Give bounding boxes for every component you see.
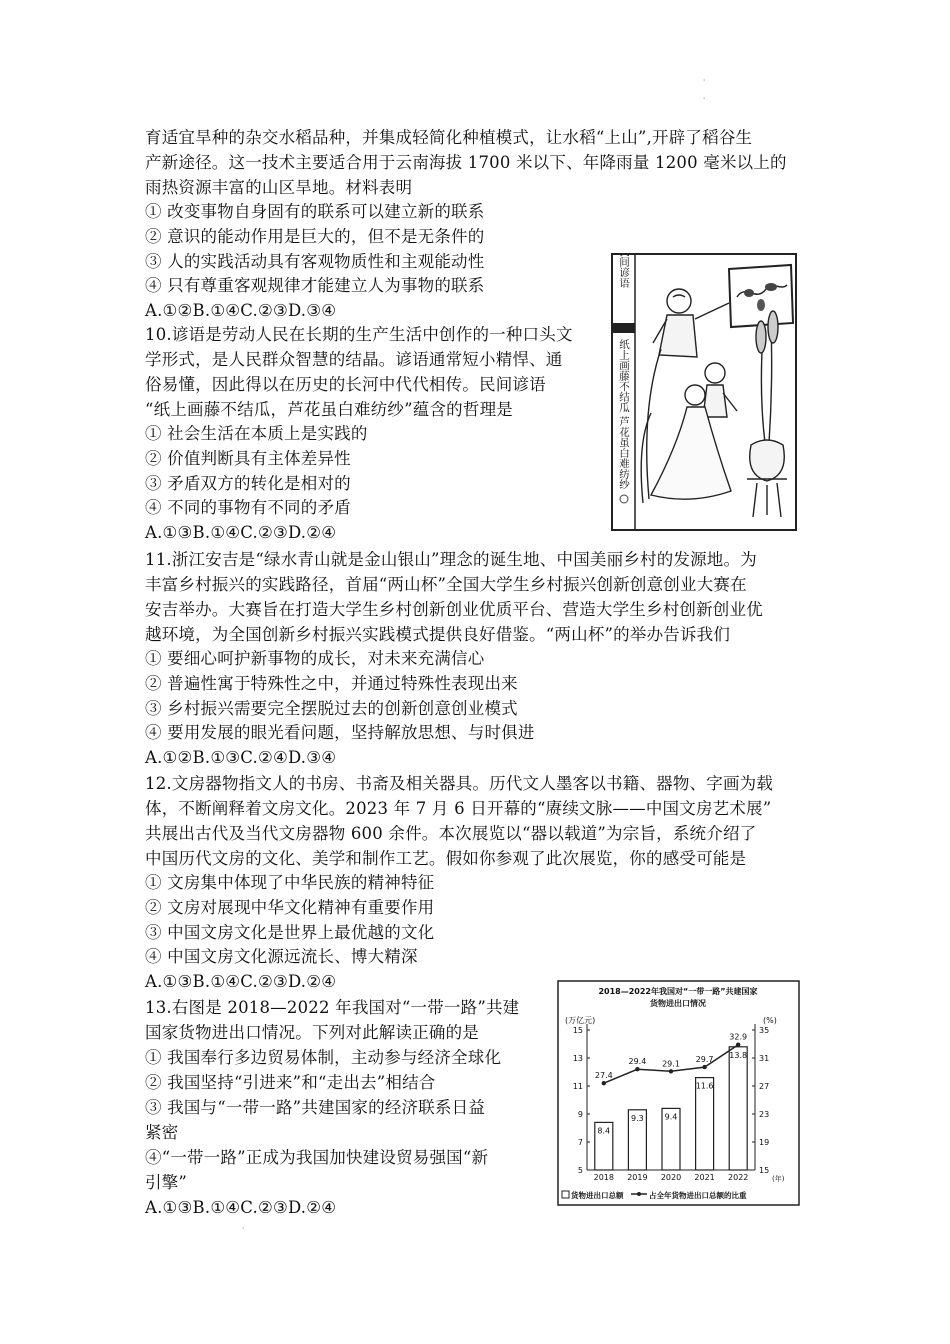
- q11-option: ④ 要用发展的眼光看问题，坚持解放思想、与时俱进: [145, 723, 535, 742]
- y-right-tick-label: 15: [759, 1166, 770, 1175]
- q12-text: 共展出古代及当代文房器物 600 余件。本次展览以“器以载道”为宗旨，系统介绍了: [145, 824, 757, 843]
- y-right-tick-label: 23: [759, 1110, 770, 1119]
- line-point: [635, 1067, 639, 1071]
- vine-painting: [729, 265, 793, 327]
- x-tick-label: 2018: [593, 1173, 614, 1182]
- bar-value-label: 11.6: [695, 1081, 714, 1091]
- q12-text: 12.文房器物指文人的书房、书斋及相关器具。历代文人墨客以书籍、器物、字画为载: [145, 774, 774, 793]
- q9-option: ③ 人的实践活动具有客观物质性和主观能动性: [145, 252, 485, 271]
- proverb-cartoon: [611, 253, 797, 531]
- q12-text: 中国历代文房的文化、美学和制作工艺。假如你参观了此次展览，你的感受可能是: [145, 849, 747, 868]
- line-point: [702, 1065, 706, 1069]
- q11-text: 丰富乡村振兴的实践路径，首届“两山杯”全国大学生乡村振兴创新创意创业大赛在: [145, 575, 747, 594]
- line-value-label: 29.7: [695, 1055, 714, 1065]
- q12-option: ④ 中国文房文化源远流长、博大精深: [145, 947, 418, 966]
- line-point: [669, 1069, 673, 1073]
- bar: [729, 1047, 747, 1170]
- q9-option: ② 意识的能动作用是巨大的，但不是无条件的: [145, 227, 485, 246]
- q10-option: ① 社会生活在本质上是实践的: [145, 424, 368, 443]
- q13-option: ③ 我国与“一带一路”共建国家的经济联系日益: [145, 1098, 486, 1117]
- q9-answers: A.①②B.①④C.②③D.③④: [145, 301, 337, 320]
- y-left-tick-label: 7: [577, 1138, 583, 1147]
- q10-option: ② 价值判断具有主体差异性: [145, 449, 351, 468]
- trade-chart: [557, 980, 800, 1206]
- divider-bar: [613, 323, 635, 333]
- legend-line-label: 占全年货物进出口总额的比重: [649, 1191, 747, 1200]
- q12-option: ② 文房对展现中华文化精神有重要作用: [145, 898, 435, 917]
- q13-option: 引擎”: [145, 1173, 188, 1192]
- y-right-label: (%): [763, 1016, 777, 1025]
- q10-text: 俗易懂，因此得以在历史的长河中代代相传。民间谚语: [145, 375, 546, 394]
- corner-mark: ': [703, 96, 706, 105]
- q12-option: ① 文房集中体现了中华民族的精神特征: [145, 873, 435, 892]
- q9-option: ① 改变事物自身固有的联系可以建立新的联系: [145, 202, 485, 221]
- q10-option: ③ 矛盾双方的转化是相对的: [145, 474, 351, 493]
- bar-value-label: 13.8: [729, 1050, 748, 1060]
- x-axis-label: (年): [772, 1175, 785, 1183]
- line-value-label: 29.1: [662, 1059, 680, 1069]
- x-tick-label: 2022: [728, 1173, 749, 1182]
- y-right-tick-label: 31: [759, 1054, 770, 1063]
- q11-answers: A.①②B.①③C.②④D.③④: [145, 748, 337, 767]
- y-left-tick-label: 5: [577, 1166, 583, 1175]
- y-left-label: (万亿元): [565, 1016, 596, 1025]
- q11-text: 11.浙江安吉是“绿水青山就是金山银山”理念的诞生地、中国美丽乡村的发源地。为: [145, 550, 757, 569]
- q11-option: ② 普遍性寓于特殊性之中，并通过特殊性表现出来: [145, 674, 518, 693]
- q11-text: 越环境，为全国创新乡村振兴实践模式提供良好借鉴。“两山杯”的举办告诉我们: [145, 625, 731, 644]
- chart-title-line2: 货物进出口情况: [650, 999, 706, 1008]
- line-value-label: 29.4: [628, 1057, 647, 1067]
- bar-value-label: 9.3: [631, 1113, 644, 1123]
- q9-option: ④ 只有尊重客观规律才能建立人为事物的联系: [145, 276, 485, 295]
- bar-value-label: 9.4: [664, 1112, 678, 1122]
- q10-option: ④ 不同的事物有不同的矛盾: [145, 498, 351, 517]
- q9-text: 产新途径。这一技术主要适合用于云南海拔 1700 米以下、年降雨量 1200 毫米以上的: [145, 153, 787, 172]
- y-left-tick-label: 9: [577, 1110, 583, 1119]
- legend-line-marker: [637, 1192, 641, 1196]
- q10-answers: A.①③B.①④C.②③D.②④: [145, 523, 337, 542]
- legend-bar-swatch: [562, 1191, 569, 1198]
- q13-option: ② 我国坚持“引进来”和“走出去”相结合: [145, 1073, 436, 1092]
- q11-option: ③ 乡村振兴需要完全摆脱过去的创新创意创业模式: [145, 699, 518, 718]
- q10-text: “纸上画藤不结瓜，芦花虽白难纺纱”蕴含的哲理是: [145, 400, 513, 419]
- line-value-label: 27.4: [594, 1071, 613, 1081]
- q11-option: ① 要细心呵护新事物的成长，对未来充满信心: [145, 649, 485, 668]
- q10-text: 10.谚语是劳动人民在长期的生产生活中创作的一种口头文: [145, 325, 573, 344]
- corner-mark: ': [703, 78, 706, 87]
- q13-option: ① 我国奉行多边贸易体制，主动参与经济全球化: [145, 1048, 502, 1067]
- y-left-tick-label: 15: [572, 1026, 583, 1035]
- cartoon-header: 民间谚语: [618, 253, 630, 288]
- q12-text: 体，不断阐释着文房文化。2023 年 7 月 6 日开幕的“赓续文脉——中国文房艺术展”: [145, 799, 772, 818]
- q12-option: ③ 中国文房文化是世界上最优越的文化: [145, 923, 435, 942]
- line-point: [602, 1081, 606, 1085]
- q13-option: 紧密: [145, 1123, 179, 1142]
- q13-answers: A.①③B.①④C.②③D.②④: [145, 1198, 337, 1217]
- q10-text: 学形式，是人民群众智慧的结晶。谚语通常短小精悍、通: [145, 350, 563, 369]
- line-point: [736, 1043, 740, 1047]
- y-right-tick-label: 19: [759, 1138, 770, 1147]
- cartoon-caption: 纸上画藤不结瓜 芦花虽白难纺纱: [618, 339, 630, 490]
- y-right-tick-label: 35: [759, 1026, 770, 1035]
- bar-value-label: 8.4: [597, 1126, 611, 1136]
- q9-text: 育适宜旱种的杂交水稻品种，并集成轻简化种植模式，让水稻“上山”,开辟了稻谷生: [145, 128, 753, 147]
- q12-answers: A.①③B.①④C.②③D.②④: [145, 972, 337, 991]
- chart-title-line1: 2018—2022年我国对“一带一路”共建国家: [598, 987, 758, 996]
- y-left-tick-label: 13: [572, 1054, 583, 1063]
- x-tick-label: 2019: [627, 1173, 648, 1182]
- q13-text: 13.右图是 2018—2022 年我国对“一带一路”共建: [145, 998, 520, 1017]
- x-tick-label: 2020: [660, 1173, 682, 1182]
- bar: [696, 1078, 714, 1170]
- q9-text: 雨热资源丰富的山区旱地。材料表明: [145, 178, 413, 197]
- q11-text: 安吉举办。大赛旨在打造大学生乡村创新创业优质平台、营造大学生乡村创新创业优: [145, 600, 763, 619]
- x-tick-label: 2021: [694, 1173, 715, 1182]
- y-right-tick-label: 27: [759, 1082, 770, 1091]
- y-left-tick-label: 11: [572, 1082, 583, 1091]
- legend-bar-label: 货物进出口总额: [571, 1191, 624, 1200]
- q13-text: 国家货物进出口情况。下列对此解读正确的是: [145, 1023, 479, 1042]
- line-value-label: 32.9: [729, 1032, 748, 1042]
- corner-mark: ': [242, 1226, 245, 1235]
- q13-option: ④“一带一路”正成为我国加快建设贸易强国“新: [145, 1148, 489, 1167]
